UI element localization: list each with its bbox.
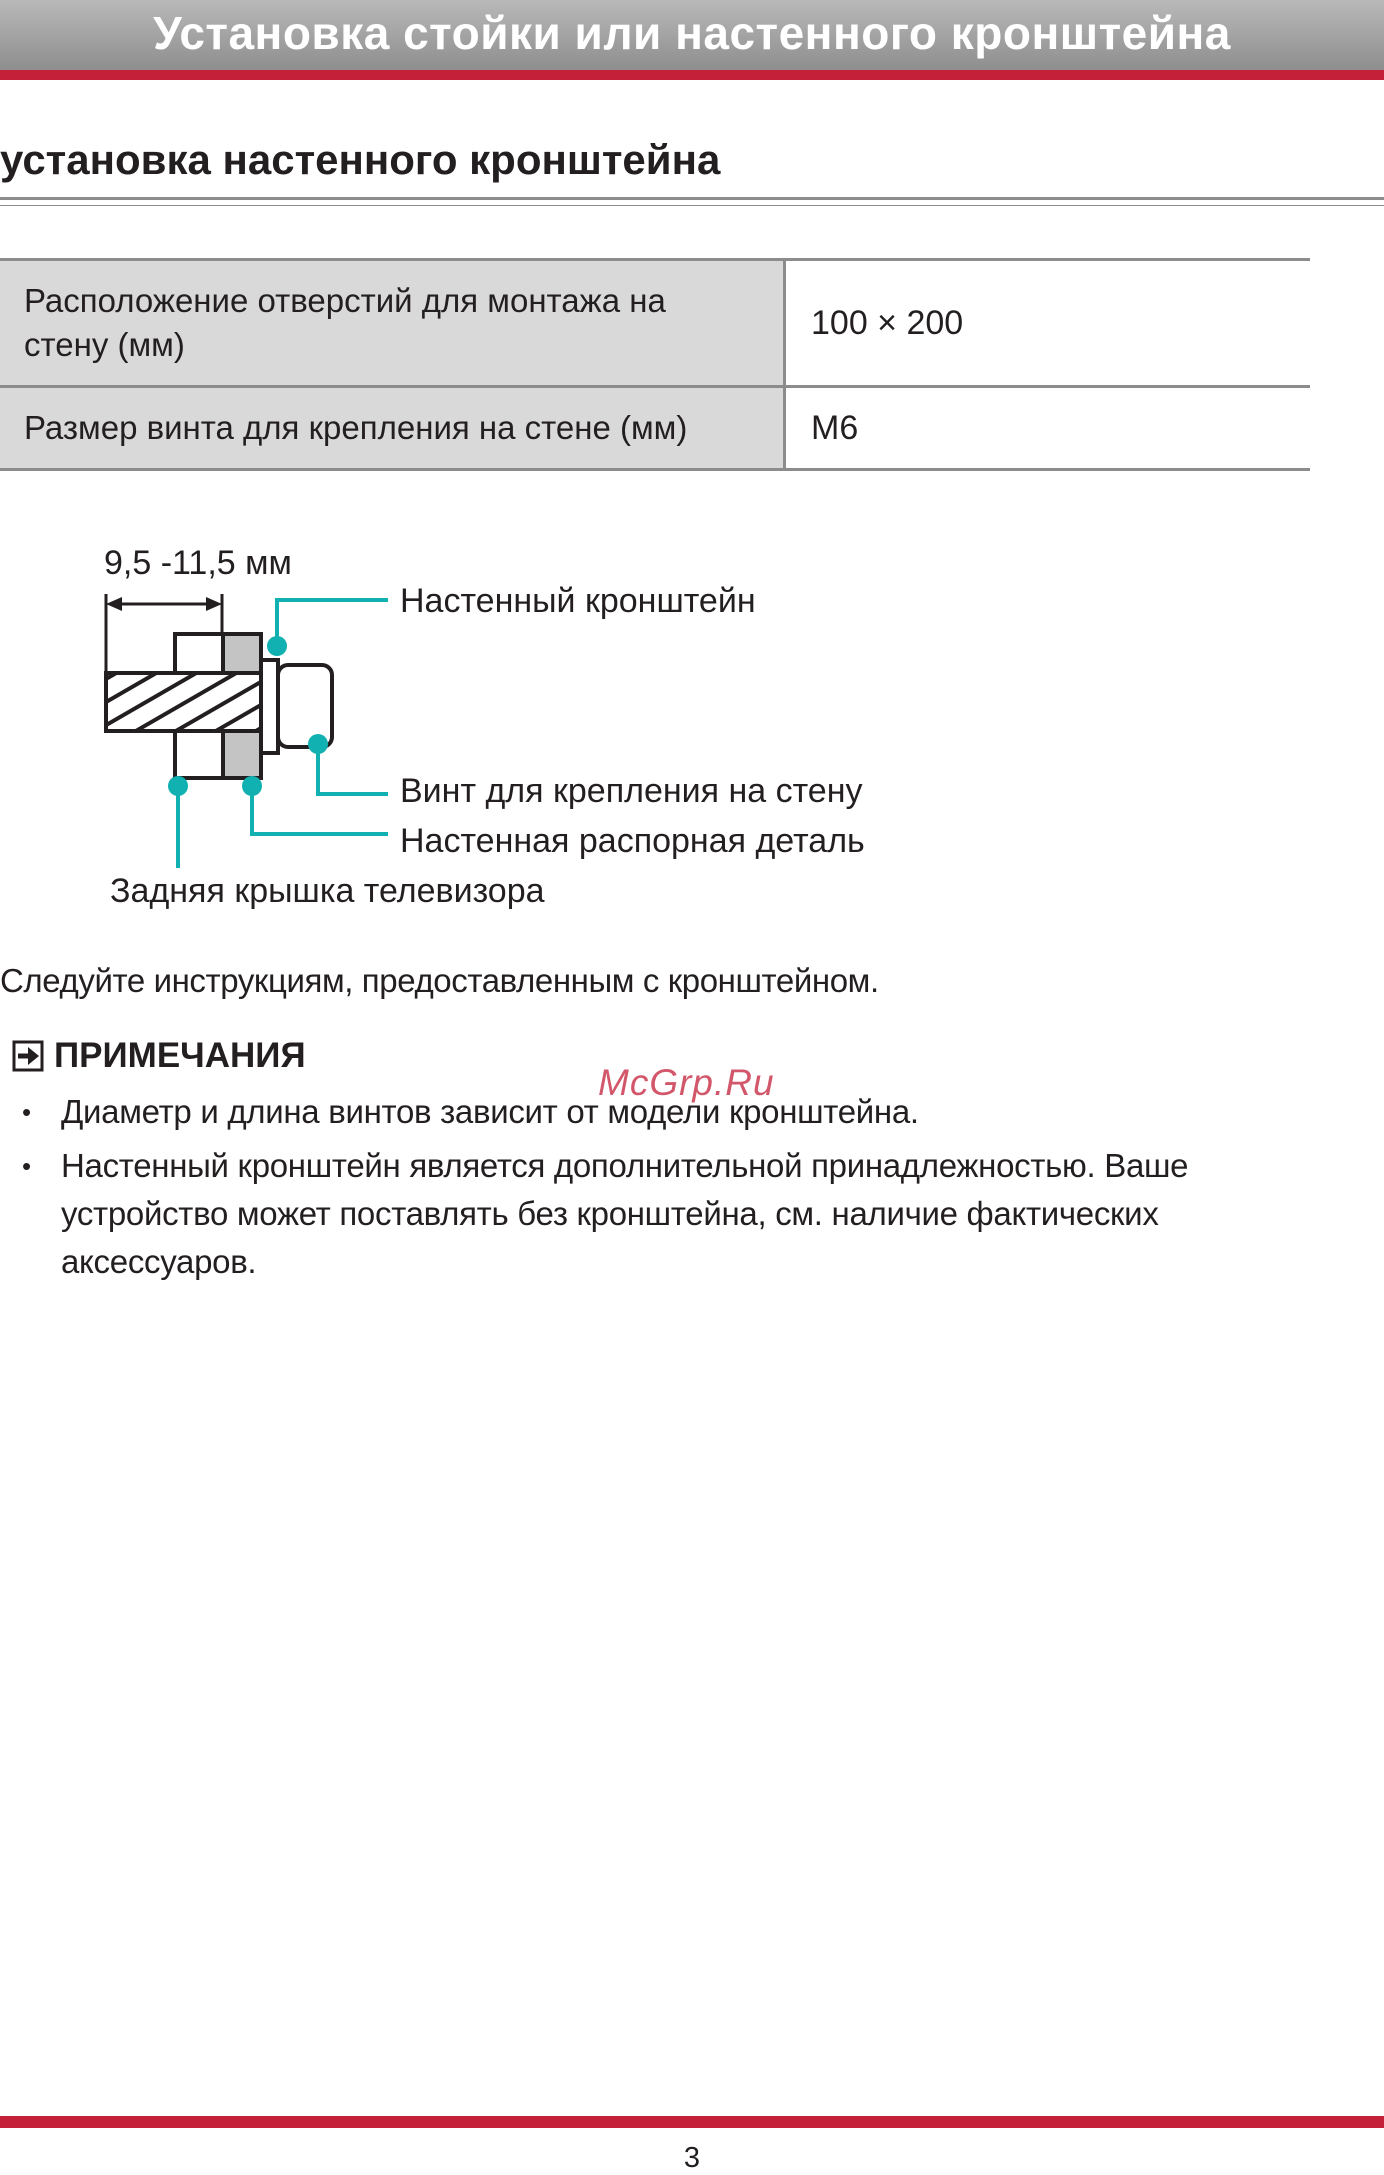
tv-back-cover-label: Задняя крышка телевизора [110,872,545,910]
footer-accent-bar [0,2116,1384,2128]
table-row [0,388,1310,471]
bullet-icon: • [22,1097,31,1127]
spec-table [0,258,1310,471]
wall-screw-callout [318,744,388,794]
table-value-cell: 100 × 200 [811,303,964,342]
note-arrow-icon [12,1040,44,1072]
screw-head [278,665,332,747]
wall-screw-callout-dot [308,734,328,754]
header-band [0,0,1384,70]
section-title: установка настенного кронштейна [0,136,721,183]
notes-heading [12,1036,306,1076]
list-item [0,1142,1300,1286]
table-row [0,258,1310,388]
section-rule-top [0,197,1384,200]
screw-thread [106,673,261,731]
page-title: Установка стойки или настенного кронштейна [153,7,1231,59]
wall-spacer-label: Настенная распорная деталь [400,822,865,860]
section-rule-bottom [0,205,1384,206]
wall-bracket-callout [277,600,388,646]
note-text: Настенный кронштейн является дополнительной принадлежностью. Ваше устройство может поставлять без кронштейна, см. наличие фактических аксессуаров. [61,1147,1189,1280]
dimension-label: 9,5 -11,5 мм [104,544,292,582]
instruction-text: Следуйте инструкциям, предоставленным с кронштейном. [0,962,879,999]
bullet-icon: • [22,1151,31,1181]
note-text: Диаметр и длина винтов зависит от модели кронштейна. [61,1093,919,1130]
table-label-cell: Расположение отверстий для монтажа на стену (мм) [0,261,786,385]
notes-list [0,1088,1300,1292]
watermark: McGrp.Ru [598,1062,775,1103]
wall-bracket-callout-dot [267,636,287,656]
wall-bracket-label: Настенный кронштейн [400,582,756,620]
mounting-diagram [0,530,960,920]
wall-spacer-callout-dot [242,776,262,796]
screw-washer [261,660,278,753]
notes-title: ПРИМЕЧАНИЯ [54,1036,306,1075]
header-accent-bar [0,70,1384,80]
table-value-cell: M6 [811,408,859,447]
wall-screw-label: Винт для крепления на стену [400,772,863,810]
page-number: 3 [683,2142,701,2174]
table-label-cell: Размер винта для крепления на стене (мм) [0,388,786,468]
tv-back-cover-callout-dot [168,776,188,796]
